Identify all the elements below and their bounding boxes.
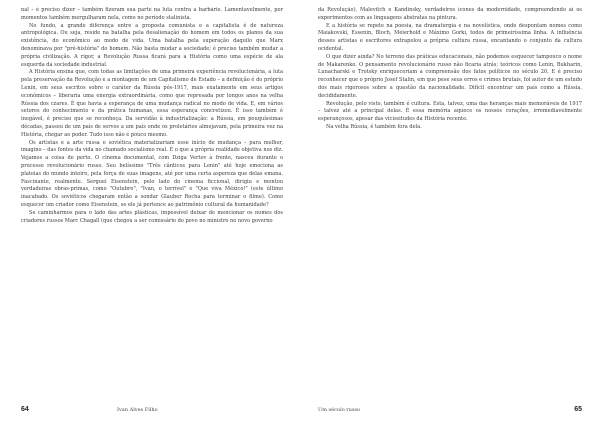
- paragraph: Os artistas e a arte russa e soviética materializariam esse início de mudança – para melhor, imagino – das fontes da vida no chamado socialismo real. É o que a própria realidade objetiva nos diz. Vejamos a coisa de perto. O cinema documental, com Dziga Vertov à frente, nasceu durante o processo revolucionário russo. Seu belíssimo "Três cânticos para Lenin" até hoje emociona as plateias do mundo inteiro, pela força de suas imagens, até por uma certa aspereza que delas emana. Fascinante, realmente. Serguei Eisenstein, pelo lado do cinema ficcional, dirigiu e montou verdadeiras obras-primas, como "Outubro", "Ivan, o terrível" e "Que viva México!" (este último inacabado. Os soviéticos chegaram então a sondar Glauber Rocha para terminar o filme). Como esquecer um criador como Eisenstein, se ele já pertence ao patrimônio cultural da humanidade?: [21, 139, 283, 208]
- paragraph: Revolução, pelo visto, também é cultura. Esta, talvez, uma das heranças mais memoráveis de 1917 – talvez até a principal delas. É essa memória aquece os nossos corações, irremediavelmente esperançosos, apesar das vicissitudes da História recente.: [318, 100, 582, 123]
- right-page: [300, 0, 600, 439]
- paragraph: O que dizer ainda? No terreno das práticas educacionais, não podemos esquecer tampouco o nome de Makarenko. O pensamento revolucionário russo não ficaria atrás: teóricos como Lenin, Bukharin, Lunacharski e Trotsky enriqueceriam a compreensão dos fatos políticos no século 20. E é preciso reconhecer que o próprio Josef Stalin, em que pese seus erros e crimes brutais, foi autor de um estudo dos mais rigorosos sobre a questão da nacionalidade. Difícil encontrar um país como a Rússia, decididamente.: [318, 53, 582, 99]
- paragraph: E a história se repete na poesia, na dramaturgia e na novelística, onde despontam nomes como Maiakovski, Essenin, Bloch, Meierhold e Máximo Gorki, todos de primeiríssima linha. A influência desses artistas e escritores extrapolou a própria cultura russa, encantando o conjunto da cultura ocidental.: [318, 22, 582, 52]
- right-footer: [318, 404, 582, 416]
- paragraph: nal – é preciso dizer – também fizeram sua parte na luta contra a barbárie. Lamentavelmente, por momentos também mergulharam nela, como no período stalinista.: [21, 7, 283, 21]
- paragraph: No fundo, a grande diferença entre a proposta comunista e a capitalista é de natureza antropológica. Ou seja, reside na batalha pela desalienação do homem em todos os planos da sua existência, do econômico ao modo de vida. Uma batalha pela superação daquilo que Marx denominava por "pré-história" do homem. Não basta mudar a sociedade; é preciso também mudar a própria civilização. A rigor, a Revolução Russa ficará para a História como uma espécie de ala esquerda da sociedade industrial.: [21, 22, 283, 68]
- paragraph: A História ensina que, com todas as limitações de uma primeira experiência revolucionária, a luta pela preservação da Revolução e a montagem de um Capitalismo de Estado – a definição é do próprio Lenin, em seus escritos sobre o caráter da Rússia pós-1917, mais exatamente em seus artigos econômicos – liberaria uma energia extraordinária, como que represada por longos anos na velha Rússia dos czares. É que havia a esperança de uma mudança radical no modo de vida. E, em vários setores do conhecimento e da prática humanas, essa esperança concretizou. É isso também é inegável, é preciso que se reconheça. Da servidão à industrialização: a Rússia, em pouquíssimas décadas, passou de um país de servos a um país onde os proletários almejavam, pela primeira vez na História, chegar ao poder. Tudo isso não é pouco mesmo.: [21, 69, 283, 138]
- page-number: 65: [574, 406, 582, 413]
- left-page-text: [21, 7, 283, 403]
- running-head-author: Ivan Alves Filho: [117, 407, 158, 413]
- right-page-text: [318, 7, 582, 403]
- left-footer: [21, 404, 283, 416]
- paragraph: Se caminharmos para o lado das artes plásticas, impossível deixar de mencionar os nomes dos criadores russos Marc Chagall (que chegou a ser comissário do povo no ministro no novo governo: [21, 209, 283, 224]
- page-number: 64: [21, 406, 29, 413]
- paragraph: da Revolução), Malevitch e Kandinsky, verdadeiros ícones da modernidade, compreendendo aí os experimentos com as linguagens abstratas na pintura.: [318, 7, 582, 21]
- paragraph: Na velha Rússia, é também fora dela.: [326, 123, 422, 130]
- running-head-title: Um século russo: [318, 407, 361, 413]
